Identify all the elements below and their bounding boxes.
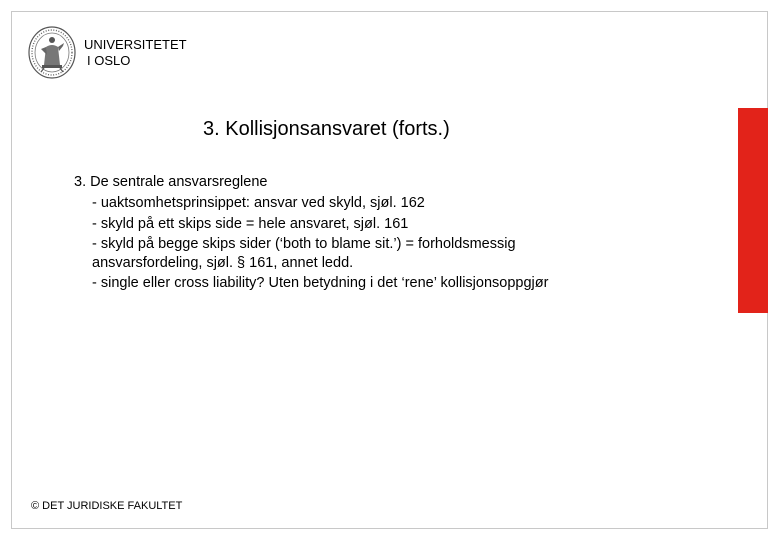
university-line-2: I OSLO xyxy=(87,53,131,68)
slide-title: 3. Kollisjonsansvaret (forts.) xyxy=(203,118,450,140)
bullet-item: - skyld på begge skips sider (‘both to blame sit.’) = forholdsmessig xyxy=(92,236,516,252)
university-seal-icon xyxy=(27,25,77,80)
bullet-item-continuation: ansvarsfordeling, sjøl. § 161, annet ledd. xyxy=(92,255,354,271)
university-line-1: UNIVERSITETET xyxy=(84,37,187,52)
bullet-item: - skyld på ett skips side = hele ansvaret, sjøl. 161 xyxy=(92,216,409,232)
university-name xyxy=(84,37,187,69)
bullet-item: - single eller cross liability? Uten betydning i det ‘rene’ kollisjonsoppgjør xyxy=(92,275,549,291)
body-lead: 3. De sentrale ansvarsreglene xyxy=(74,174,268,190)
footer-copyright: © DET JURIDISKE FAKULTET xyxy=(31,500,183,512)
bullet-item: - uaktsomhetsprinsippet: ansvar ved skyld, sjøl. 162 xyxy=(92,195,425,211)
slide-body xyxy=(74,172,548,294)
accent-bar xyxy=(738,108,768,313)
